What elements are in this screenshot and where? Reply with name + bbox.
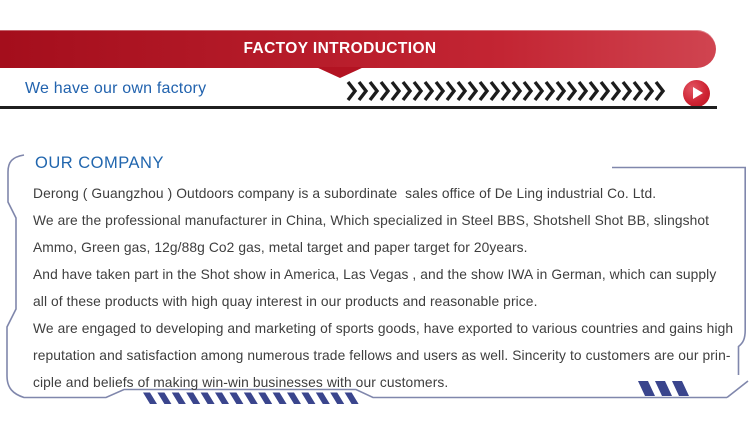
company-text-line: all of these products with high quay interest in our products and reasonable price. — [33, 294, 538, 309]
company-description — [33, 180, 733, 396]
company-text-line: And have taken part in the Shot show in America, Las Vegas , and the show IWA in German, which can supply — [33, 267, 717, 282]
company-text-line: Derong ( Guangzhou ) Outdoors company is a subordinate sales office of De Ling industrial Co. Ltd. — [33, 186, 657, 201]
company-heading: OUR COMPANY — [35, 154, 164, 172]
banner-title: FACTOY INTRODUCTION — [243, 40, 437, 57]
company-text-line: Ammo, Green gas, 12g/88g Co2 gas, metal target and paper target for 20years. — [33, 240, 528, 255]
company-text-line: ciple and beliefs of making win-win businesses with our customers. — [33, 375, 449, 390]
own-factory-subtitle: We have our own factory — [25, 80, 207, 97]
company-text-line: We are engaged to developing and marketing of sports goods, have exported to various countries and gains high — [33, 321, 734, 336]
company-text-line: We are the professional manufacturer in China, Which specialized in Steel BBS, Shotshell Shot BB, slingshot — [33, 213, 710, 228]
company-text-line: reputation and satisfaction among numerous trade fellows and users as well. Sincerity to customers are our prin- — [33, 348, 731, 363]
